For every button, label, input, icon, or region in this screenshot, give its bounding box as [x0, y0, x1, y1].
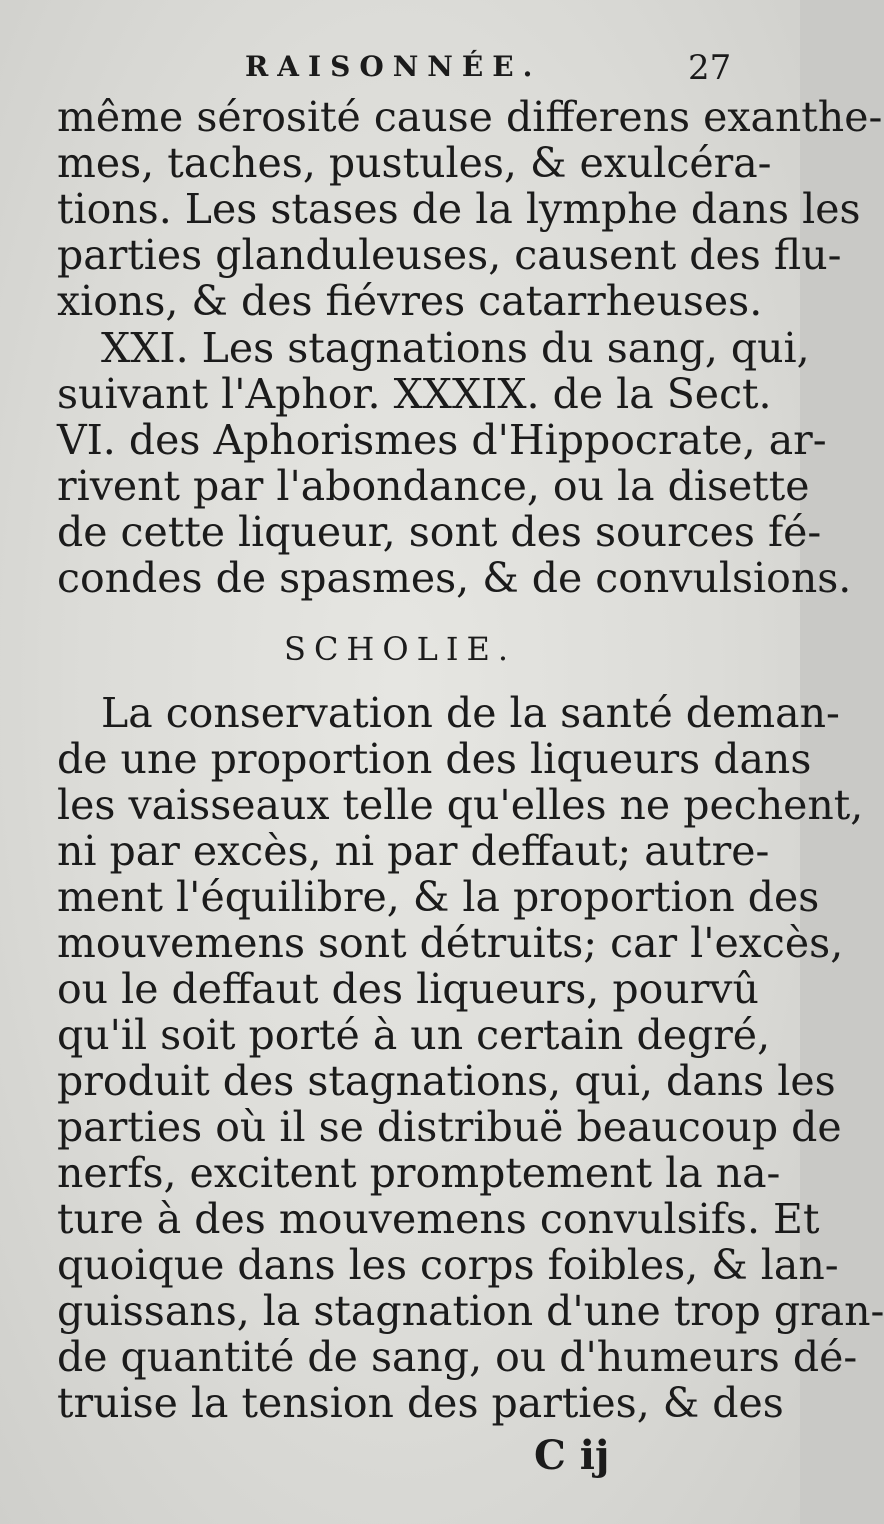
text-line: La conservation de la santé deman- — [101, 689, 840, 737]
text-line: mes, taches, pustules, & exulcéra- — [57, 139, 772, 187]
running-head: RAISONNÉE. — [245, 50, 542, 83]
text-line: ou le deffaut des liqueurs, pourvû — [57, 965, 759, 1013]
page-number: 27 — [688, 48, 732, 88]
text-line: nerfs, excitent promptement la na- — [57, 1149, 781, 1197]
text-line: VI. des Aphorismes d'Hippocrate, ar- — [57, 416, 827, 464]
text-line: les vaisseaux telle qu'elles ne pechent, — [57, 781, 864, 829]
paragraph-xxi — [57, 324, 852, 602]
text-line: condes de spasmes, & de convulsions. — [57, 554, 852, 602]
text-line: ment l'équilibre, & la proportion des — [57, 873, 820, 921]
signature-mark: C ij — [534, 1432, 610, 1479]
text-line: quoique dans les corps foibles, & lan- — [57, 1241, 839, 1289]
text-line: tions. Les stases de la lymphe dans les — [57, 185, 861, 233]
text-line: xions, & des fiévres catarrheuses. — [57, 277, 763, 325]
text-line: parties où il se distribuë beaucoup de — [57, 1103, 842, 1151]
text-line: rivent par l'abondance, ou la disette — [57, 462, 810, 510]
text-line: ture à des mouvemens convulsifs. Et — [57, 1195, 820, 1243]
text-line: de cette liqueur, sont des sources fé- — [57, 508, 822, 556]
text-line: qu'il soit porté à un certain degré, — [57, 1011, 771, 1059]
text-line: guissans, la stagnation d'une trop gran- — [57, 1287, 884, 1335]
paragraph-scholie — [57, 689, 884, 1427]
section-heading: SCHOLIE. — [284, 630, 516, 668]
text-line: XXI. Les stagnations du sang, qui, — [101, 324, 810, 372]
text-line: de une proportion des liqueurs dans — [57, 735, 812, 783]
text-line: produit des stagnations, qui, dans les — [57, 1057, 836, 1105]
text-line: truise la tension des parties, & des — [57, 1379, 784, 1427]
text-line: de quantité de sang, ou d'humeurs dé- — [57, 1333, 858, 1381]
text-line: parties glanduleuses, causent des flu- — [57, 231, 842, 279]
text-line: suivant l'Aphor. XXXIX. de la Sect. — [57, 370, 772, 418]
text-line: ni par excès, ni par deffaut; autre- — [57, 827, 770, 875]
paragraph-continuation — [57, 93, 883, 325]
text-line: mouvemens sont détruits; car l'excès, — [57, 919, 844, 967]
text-line: même sérosité cause differens exanthe- — [57, 93, 883, 141]
